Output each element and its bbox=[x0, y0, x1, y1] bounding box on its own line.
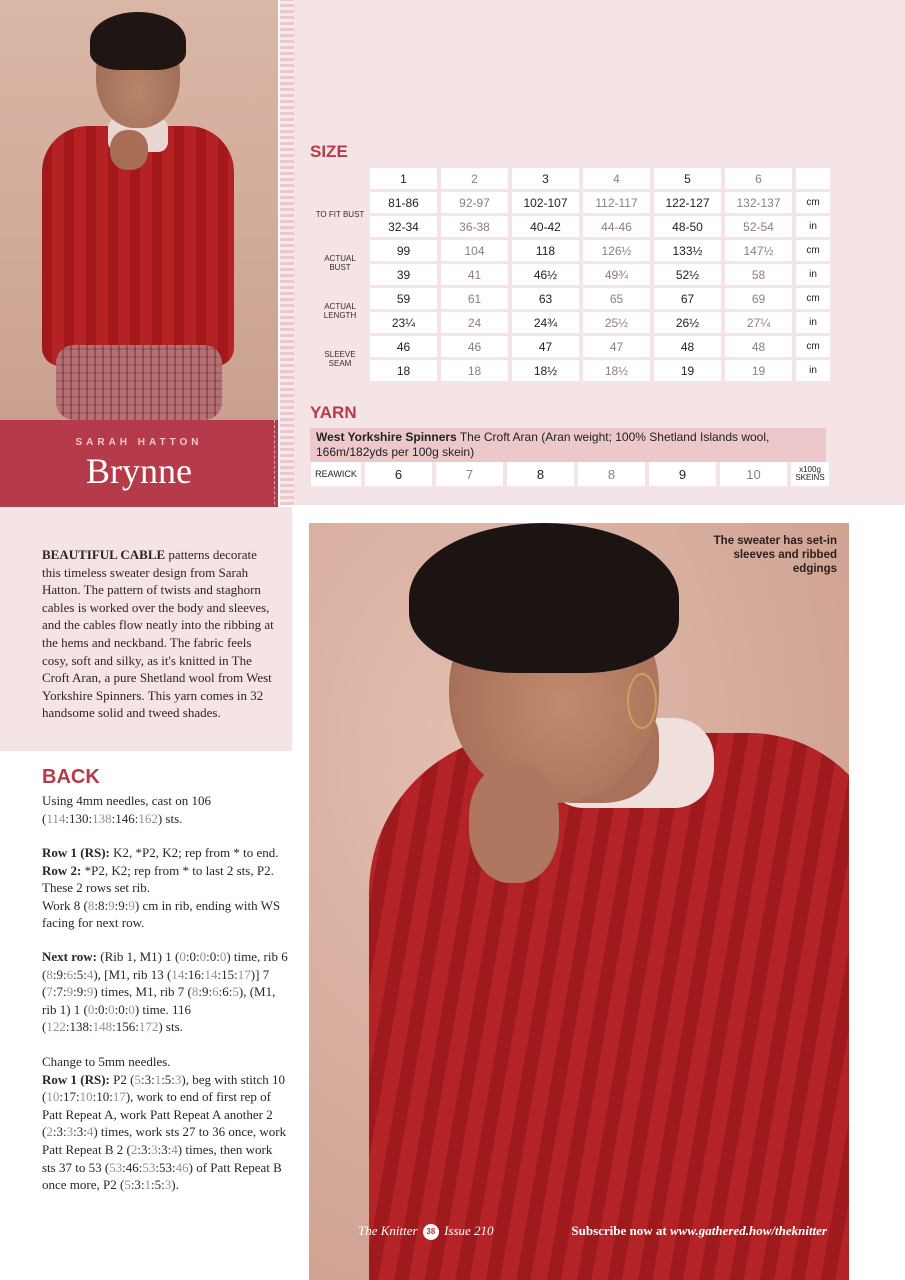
hoop-earring-shape bbox=[627, 673, 657, 729]
cell: 18½ bbox=[583, 360, 650, 381]
intro-text bbox=[42, 546, 274, 722]
intro-panel bbox=[0, 507, 292, 751]
pattern-title: Brynne bbox=[86, 451, 192, 491]
cell: 39 bbox=[370, 264, 437, 285]
cell: 44-46 bbox=[583, 216, 650, 237]
unit-cm: cm bbox=[796, 288, 830, 309]
cell: 122-127 bbox=[654, 192, 721, 213]
cell: 52-54 bbox=[725, 216, 792, 237]
row-label: ACTUAL LENGTH bbox=[323, 301, 357, 320]
row-label: ACTUAL BUST bbox=[324, 253, 356, 272]
corner-cell bbox=[314, 168, 366, 189]
cell: 48 bbox=[725, 336, 792, 357]
cell: 24 bbox=[441, 312, 508, 333]
cell: 8 bbox=[507, 462, 574, 486]
cell: 10 bbox=[720, 462, 787, 486]
size-number: 5 bbox=[654, 168, 721, 189]
size-number: 1 bbox=[370, 168, 437, 189]
cell: 18 bbox=[441, 360, 508, 381]
bust-cm-row bbox=[314, 192, 830, 213]
size-number: 4 bbox=[583, 168, 650, 189]
cell: 7 bbox=[436, 462, 503, 486]
footer bbox=[309, 1223, 849, 1243]
title-block bbox=[0, 420, 278, 507]
cell: 65 bbox=[583, 288, 650, 309]
cell: 104 bbox=[441, 240, 508, 261]
instruction-block: Using 4mm needles, cast on 106 (114:130:138:146:162) sts. bbox=[42, 793, 211, 826]
cell: 58 bbox=[725, 264, 792, 285]
actual-bust-in-row bbox=[314, 264, 830, 285]
size-heading: SIZE bbox=[310, 142, 348, 161]
cell: 61 bbox=[441, 288, 508, 309]
yarn-unit: x100g SKEINS bbox=[791, 462, 829, 486]
hand-shape bbox=[469, 763, 559, 883]
yarn-details: The Croft Aran (Aran weight; 100% Shetland Islands wool, 166m/182yds per 100g skein) bbox=[316, 430, 770, 459]
intro-body: patterns decorate this timeless sweater design from Sarah Hatton. The pattern of twists and staghorn cables is worked over the body and sleeves, and the cables flow neatly into the ribbing at the hems and neckband. The fabric feels cosy, soft and silky, as it's knitted in The Croft Aran, a pure Shetland wool from West Yorkshire Spinners. This yarn comes in 32 handsome solid and tweed shades. bbox=[42, 547, 274, 721]
row-label: TO FIT BUST bbox=[315, 210, 365, 219]
cell: 40-42 bbox=[512, 216, 579, 237]
cell: 81-86 bbox=[370, 192, 437, 213]
hand-shape bbox=[110, 130, 148, 170]
cell: 19 bbox=[654, 360, 721, 381]
yarn-quantity-table bbox=[307, 462, 833, 486]
unit-cm: cm bbox=[796, 192, 830, 213]
cell: 47 bbox=[583, 336, 650, 357]
cell: 18½ bbox=[512, 360, 579, 381]
stitch-divider bbox=[280, 0, 294, 505]
yarn-description bbox=[310, 428, 826, 462]
sleeve-in-row bbox=[314, 360, 830, 381]
intro-lead: BEAUTIFUL CABLE bbox=[42, 547, 166, 562]
cell: 46 bbox=[441, 336, 508, 357]
cell: 69 bbox=[725, 288, 792, 309]
cell: 46½ bbox=[512, 264, 579, 285]
hair-shape bbox=[409, 523, 679, 673]
back-heading: BACK bbox=[42, 766, 100, 788]
unit-in: in bbox=[796, 216, 830, 237]
cell: 9 bbox=[649, 462, 716, 486]
row-label: SLEEVE SEAM bbox=[324, 349, 356, 368]
cell: 23¼ bbox=[370, 312, 437, 333]
instruction-block: Change to 5mm needles. Row 1 (RS): P2 (5:3:1:5:3), beg with stitch 10 (10:17:10:10:17), work to end of first rep of Patt Repeat A, work Patt Repeat A another 2 (2:3:3:3:4) times, work sts 27 to 36 once, work Patt Repeat B 2 (2:3:3:3:4) times, then work sts 37 to 53 (53:46:53:53:46) of Patt Repeat B once more, P2 (5:3:1:5:3). bbox=[42, 1054, 287, 1193]
shade-name: REAWICK bbox=[311, 462, 361, 486]
cell: 112-117 bbox=[583, 192, 650, 213]
unit-blank bbox=[796, 168, 830, 189]
size-number: 2 bbox=[441, 168, 508, 189]
info-panel bbox=[294, 0, 905, 505]
cell: 48 bbox=[654, 336, 721, 357]
cell: 133½ bbox=[654, 240, 721, 261]
cell: 132-137 bbox=[725, 192, 792, 213]
cell: 99 bbox=[370, 240, 437, 261]
unit-cm: cm bbox=[796, 336, 830, 357]
cell: 67 bbox=[654, 288, 721, 309]
cell: 18 bbox=[370, 360, 437, 381]
cell: 48-50 bbox=[654, 216, 721, 237]
cell: 52½ bbox=[654, 264, 721, 285]
cell: 92-97 bbox=[441, 192, 508, 213]
cell: 26½ bbox=[654, 312, 721, 333]
unit-in: in bbox=[796, 312, 830, 333]
magazine-name: The Knitter bbox=[358, 1223, 418, 1238]
cell: 6 bbox=[365, 462, 432, 486]
size-number: 6 bbox=[725, 168, 792, 189]
hair-shape bbox=[90, 12, 186, 70]
actual-bust-cm-row bbox=[314, 240, 830, 261]
instruction-block: Row 1 (RS): K2, *P2, K2; rep from * to end. Row 2: *P2, K2; rep from * to last 2 sts, P2. These 2 rows set rib. Work 8 (8:8:9:9:9) cm in rib, ending with WS facing for next row. bbox=[42, 845, 281, 931]
model-photo-small bbox=[0, 0, 278, 420]
cell: 59 bbox=[370, 288, 437, 309]
unit-in: in bbox=[796, 264, 830, 285]
sweater-shape bbox=[369, 733, 849, 1280]
cell: 19 bbox=[725, 360, 792, 381]
yarn-quantity-row bbox=[311, 462, 829, 486]
cell: 32-34 bbox=[370, 216, 437, 237]
length-cm-row bbox=[314, 288, 830, 309]
cell: 63 bbox=[512, 288, 579, 309]
unit-in: in bbox=[796, 360, 830, 381]
cell: 102-107 bbox=[512, 192, 579, 213]
designer-name: SARAH HATTON bbox=[75, 437, 203, 448]
issue-number: Issue 210 bbox=[444, 1223, 494, 1238]
cell: 147½ bbox=[725, 240, 792, 261]
model-photo-large bbox=[309, 523, 849, 1280]
cell: 24¾ bbox=[512, 312, 579, 333]
cell: 49¾ bbox=[583, 264, 650, 285]
size-table bbox=[310, 165, 834, 384]
trousers-shape bbox=[56, 345, 222, 420]
sleeve-cm-row bbox=[314, 336, 830, 357]
subscribe-text: Subscribe now at bbox=[571, 1223, 667, 1238]
photo-caption: The sweater has set-in sleeves and ribbed edgings bbox=[713, 535, 837, 575]
length-in-row bbox=[314, 312, 830, 333]
cell: 27¼ bbox=[725, 312, 792, 333]
cell: 46 bbox=[370, 336, 437, 357]
cell: 25½ bbox=[583, 312, 650, 333]
yarn-heading: YARN bbox=[310, 403, 357, 422]
size-header-row bbox=[314, 168, 830, 189]
yarn-brand: West Yorkshire Spinners bbox=[316, 430, 457, 444]
cell: 36-38 bbox=[441, 216, 508, 237]
subscribe-url[interactable]: www.gathered.how/theknitter bbox=[670, 1223, 827, 1238]
bust-in-row bbox=[314, 216, 830, 237]
cell: 41 bbox=[441, 264, 508, 285]
size-number: 3 bbox=[512, 168, 579, 189]
footer-magazine bbox=[358, 1223, 494, 1240]
cell: 8 bbox=[578, 462, 645, 486]
footer-subscribe bbox=[571, 1223, 827, 1239]
cell: 118 bbox=[512, 240, 579, 261]
cell: 126½ bbox=[583, 240, 650, 261]
unit-cm: cm bbox=[796, 240, 830, 261]
instruction-block: Next row: (Rib 1, M1) 1 (0:0:0:0:0) time, rib 6 (8:9:6:5:4), [M1, rib 13 (14:16:14:15:17)] 7 (7:7:9:9:9) times, M1, rib 7 (8:9:6:6:5), (M1, rib 1) 1 (0:0:0:0:0) time. 116 (122:138:148:156:172) sts. bbox=[42, 949, 288, 1035]
page-number: 38 bbox=[423, 1224, 439, 1240]
cell: 47 bbox=[512, 336, 579, 357]
